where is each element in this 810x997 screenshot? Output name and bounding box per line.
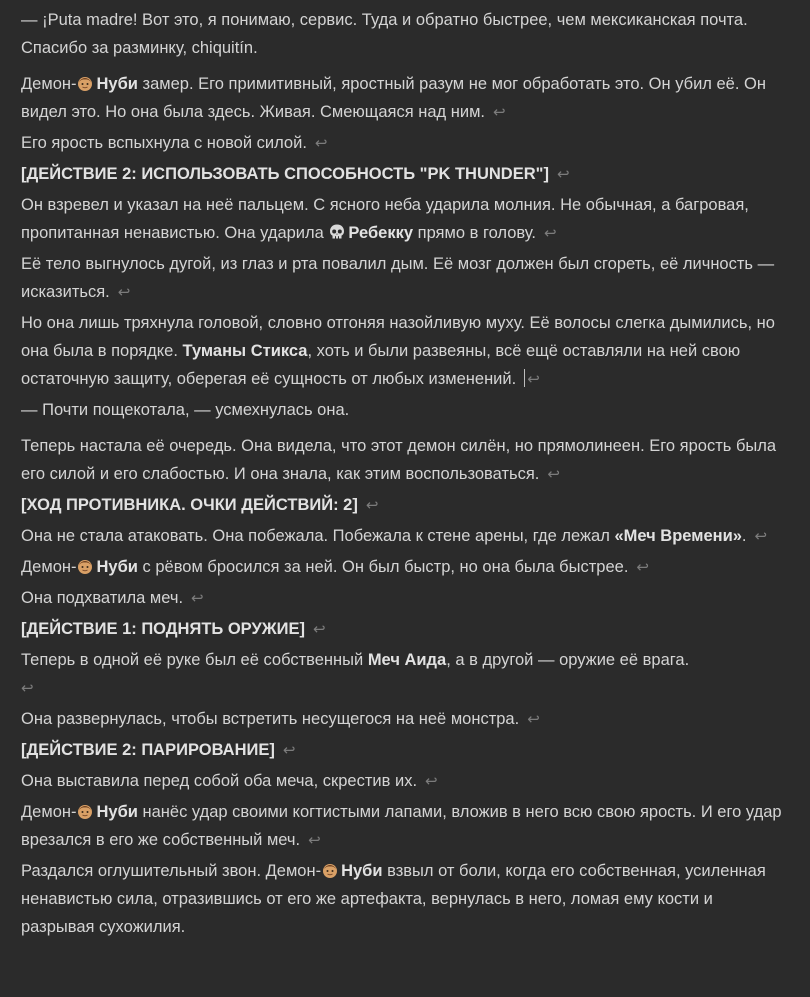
paragraph-1: — ¡Puta madre! Вот это, я понимаю, сервис. Туда и обратно быстрее, чем мексиканская почта. Спасибо за разминку, chiquitín. <box>21 11 748 57</box>
return-icon: ↩ <box>21 680 34 697</box>
paragraph-9: Она не стала атаковать. Она побежала. Побежала к стене арены, где лежал «Меч Времени». ↩ <box>21 527 768 545</box>
person-emoji-icon <box>321 861 339 879</box>
return-icon: ↩ <box>493 104 506 121</box>
paragraph-11: Она подхватила меч. ↩ <box>21 589 204 607</box>
return-icon: ↩ <box>527 371 540 388</box>
return-icon: ↩ <box>117 284 131 301</box>
skull-emoji-icon <box>328 223 346 241</box>
person-emoji-icon <box>76 802 94 820</box>
paragraph-14: Она выставила перед собой оба меча, скрестив их. ↩ <box>21 772 438 790</box>
return-icon: ↩ <box>313 621 326 638</box>
paragraph-10: Демон- Нуби с рёвом бросился за ней. Он был быстр, но она была быстрее. ↩ <box>21 558 649 576</box>
paragraph-6: Но она лишь тряхнула головой, словно отгоняя назойливую муху. Её волосы слегка дымились, но она была в порядке. Туманы Стикса, хоть и были развеяны, всё ещё оставляли на ней свою остаточную защиту, оберегая её сущность от любых изменений. ↩ <box>21 314 775 388</box>
paragraph-4: Он взревел и указал на неё пальцем. С ясного неба ударила молния. Не обычная, а багровая, пропитанная ненавистью. Она ударила Ребекку прямо в голову. ↩ <box>21 196 749 242</box>
paragraph-12: Теперь в одной её руке был её собственный Меч Аида, а в другой — оружие её врага. ↩ <box>21 651 690 697</box>
return-icon: ↩ <box>547 466 560 483</box>
return-icon: ↩ <box>544 225 557 242</box>
name-noobie: Нуби <box>96 75 138 93</box>
person-emoji-icon <box>76 74 94 92</box>
return-icon: ↩ <box>282 742 296 759</box>
return-icon: ↩ <box>636 559 649 576</box>
paragraph-2: Демон- Нуби замер. Его примитивный, яростный разум не мог обработать это. Он убил её. Он видел это. Но она была здесь. Живая. Смеющаяся над ним. ↩ <box>21 75 766 121</box>
paragraph-15: Демон- Нуби нанёс удар своими когтистыми лапами, вложив в него всю свою ярость. И его удар врезался в его же собственный меч. ↩ <box>21 803 782 849</box>
action-heading-2: [ХОД ПРОТИВНИКА. ОЧКИ ДЕЙСТВИЙ: 2] ↩ <box>21 496 379 514</box>
return-icon: ↩ <box>556 166 570 183</box>
return-icon: ↩ <box>314 135 328 152</box>
return-icon: ↩ <box>365 497 379 514</box>
action-heading-1: [ДЕЙСТВИЕ 2: ИСПОЛЬЗОВАТЬ СПОСОБНОСТЬ "PK THUNDER"] ↩ <box>21 165 570 183</box>
action-heading-3: [ДЕЙСТВИЕ 1: ПОДНЯТЬ ОРУЖИЕ] ↩ <box>21 620 326 638</box>
paragraph-5: Её тело выгнулось дугой, из глаз и рта повалил дым. Её мозг должен был сгореть, её личность — исказиться. ↩ <box>21 255 775 301</box>
paragraph-8: Теперь настала её очередь. Она видела, что этот демон силён, но прямолинеен. Его ярость была его силой и его слабостью. И она знала, как этим воспользоваться. ↩ <box>21 437 777 483</box>
person-emoji-icon <box>76 557 94 575</box>
return-icon: ↩ <box>191 590 204 607</box>
paragraph-16: Раздался оглушительный звон. Демон- Нуби взвыл от боли, когда его собственная, усиленная ненавистью сила, отразившись от его же артефакта, вернулась в него, ломая ему кости и разрывая сухожилия. <box>21 862 766 936</box>
name-noobie: Нуби <box>341 862 383 880</box>
text-cursor <box>524 369 525 387</box>
return-icon: ↩ <box>425 773 438 790</box>
name-noobie: Нуби <box>96 558 138 576</box>
paragraph-7: — Почти пощекотала, — усмехнулась она. <box>21 401 350 419</box>
return-icon: ↩ <box>527 711 540 728</box>
return-icon: ↩ <box>754 528 768 545</box>
paragraph-3: Его ярость вспыхнула с новой силой. ↩ <box>21 134 328 152</box>
name-noobie: Нуби <box>96 803 138 821</box>
name-rebecca: Ребекку <box>348 224 414 242</box>
paragraph-13: Она развернулась, чтобы встретить несущегося на неё монстра. ↩ <box>21 710 540 728</box>
action-heading-4: [ДЕЙСТВИЕ 2: ПАРИРОВАНИЕ] ↩ <box>21 741 296 759</box>
return-icon: ↩ <box>308 832 321 849</box>
